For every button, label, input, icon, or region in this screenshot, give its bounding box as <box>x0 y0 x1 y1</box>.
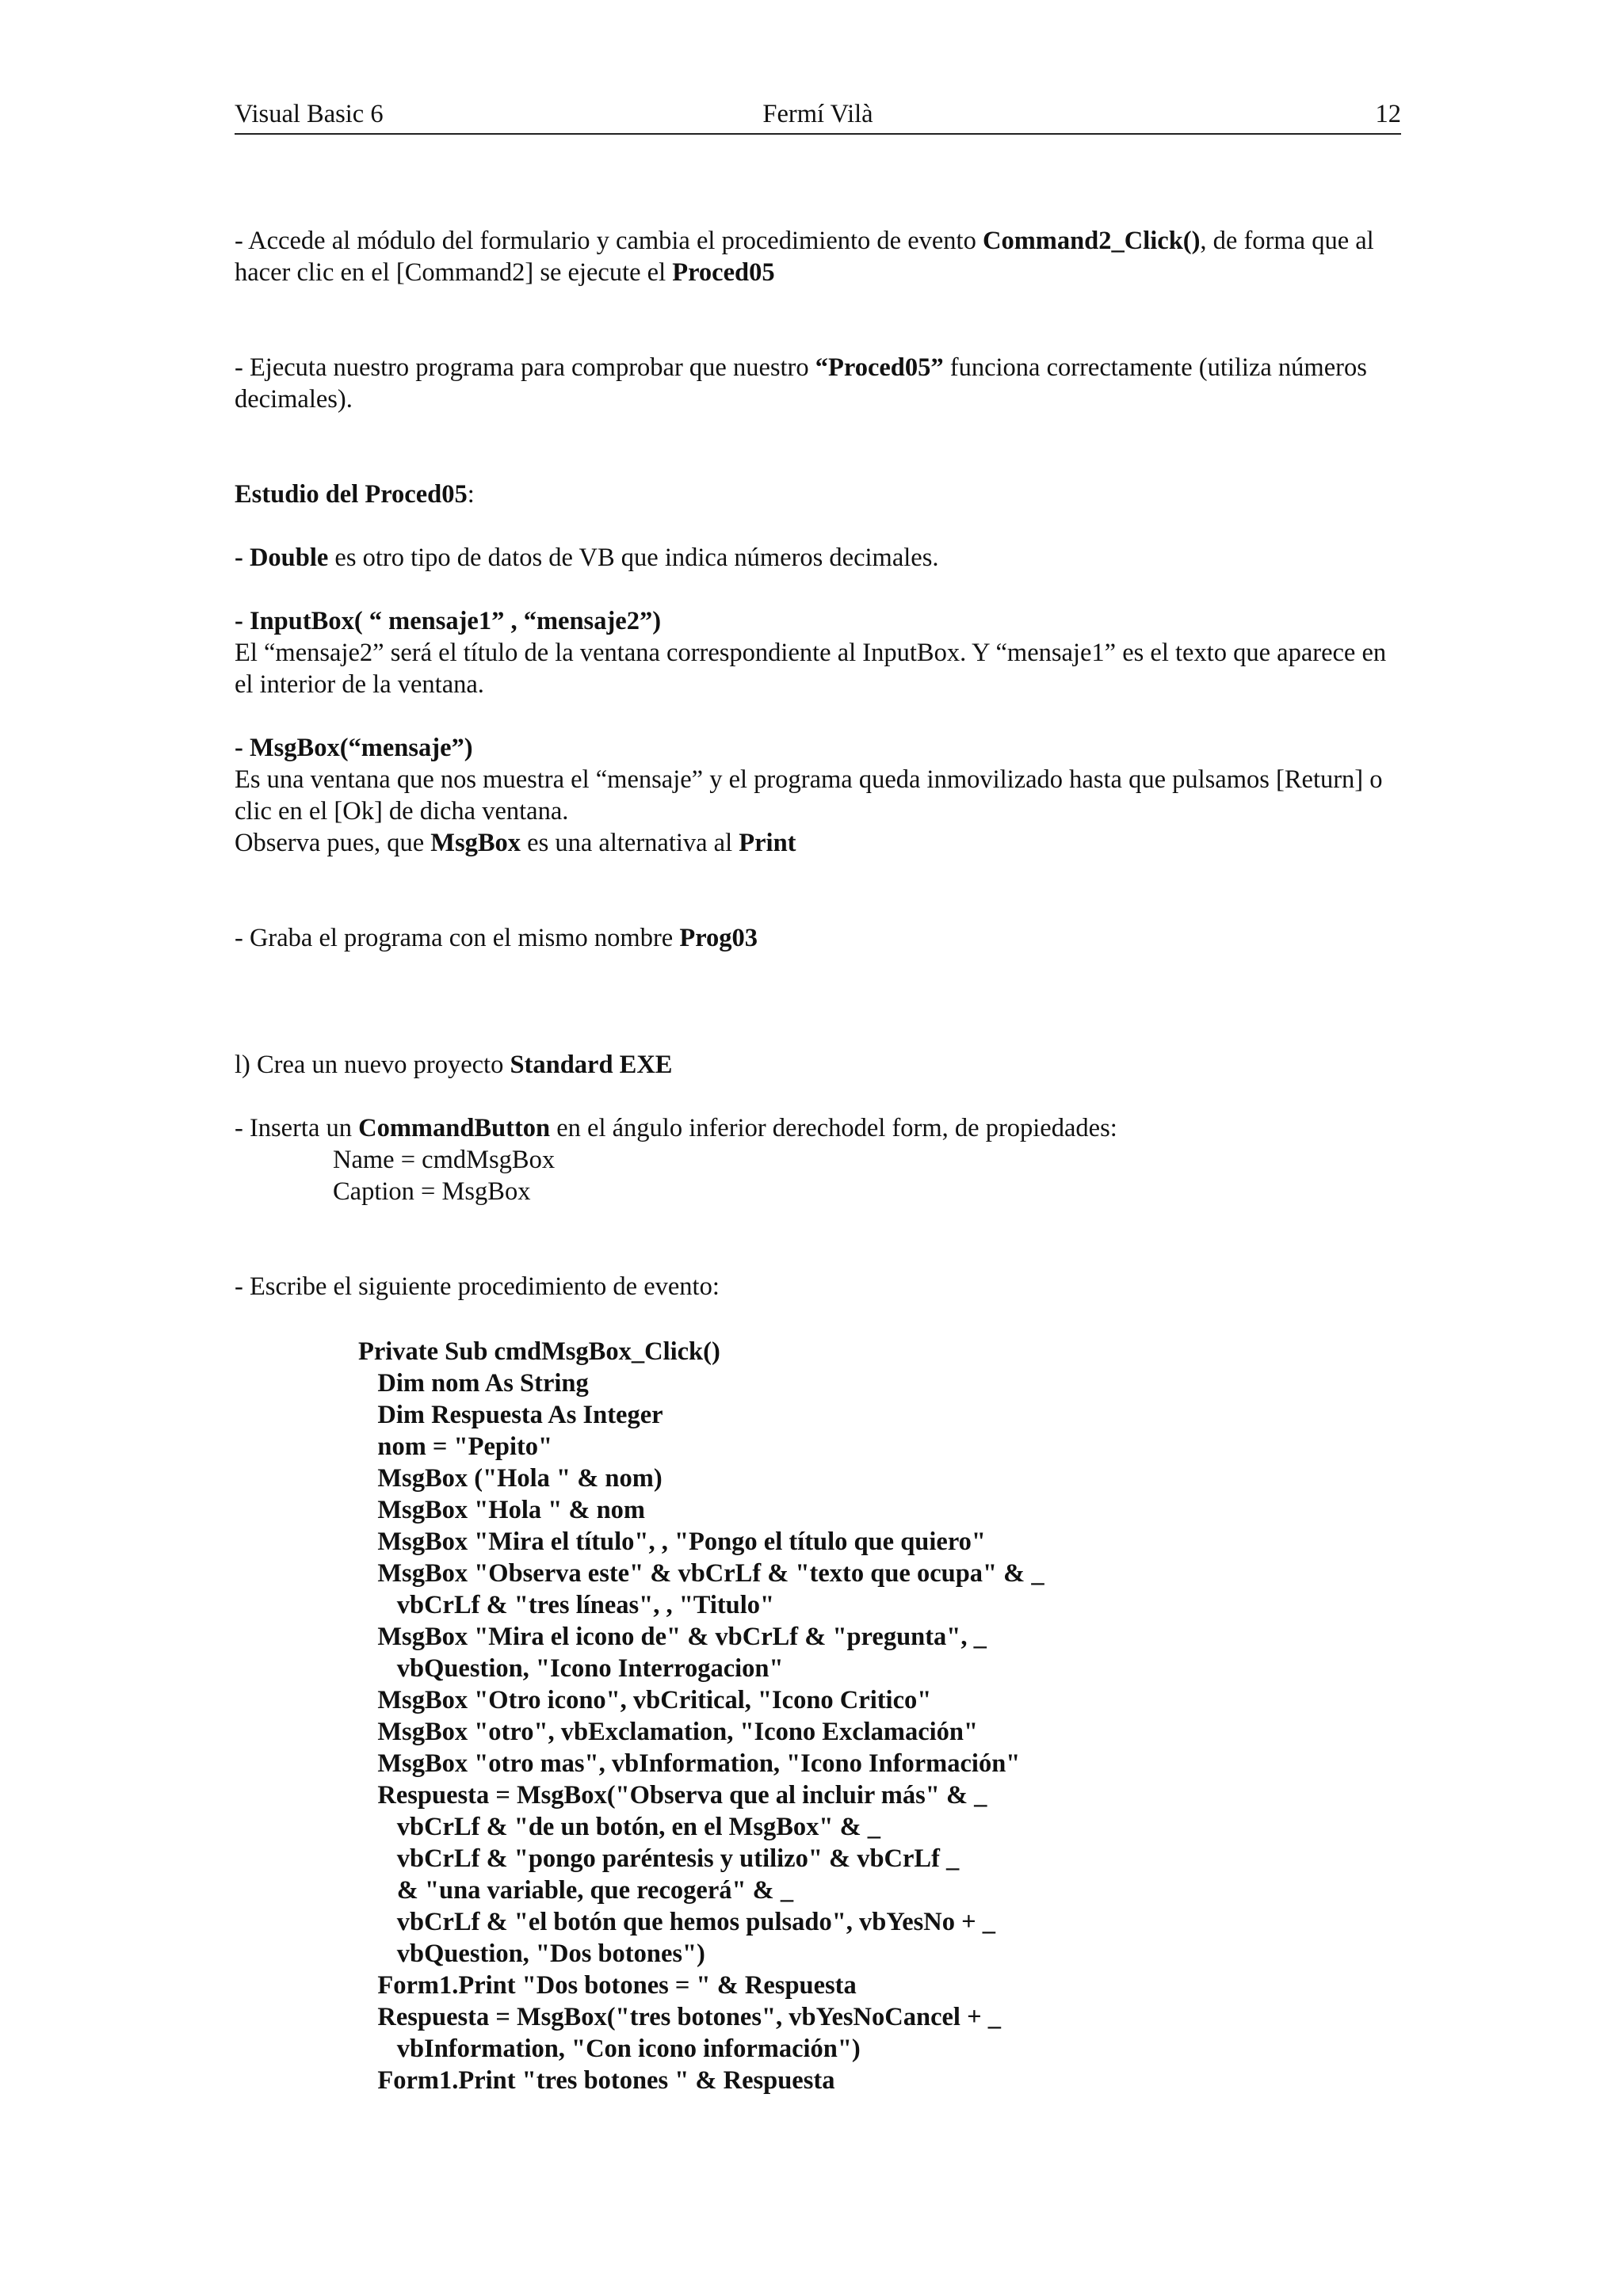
code-line: vbQuestion, "Dos botones") <box>358 1939 705 1968</box>
code-line: Form1.Print "Dos botones = " & Respuesta <box>358 1971 857 2000</box>
code-line: MsgBox "Otro icono", vbCritical, "Icono Critico" <box>358 1686 932 1714</box>
code-line: vbCrLf & "tres líneas", , "Titulo" <box>358 1591 775 1619</box>
paragraph-write: - Escribe el siguiente procedimiento de evento: <box>235 1272 720 1301</box>
code-line: Private Sub cmdMsgBox_Click() <box>358 1337 720 1366</box>
code-line: Form1.Print "tres botones " & Respuesta <box>358 2066 835 2095</box>
msgbox-text: Es una ventana que nos muestra el “mensaje” y el programa queda inmovilizado hasta que pulsamos [Return] o clic en el [Ok] de dicha ventana. <box>235 765 1383 826</box>
code-line: Dim nom As String <box>358 1369 589 1398</box>
inputbox-section <box>235 605 1401 700</box>
paragraph-new-project: l) Crea un nuevo proyecto Standard EXE <box>235 1051 673 1079</box>
msgbox-title: - MsgBox(“mensaje”) <box>235 734 473 762</box>
msgbox-observation: Observa pues, que MsgBox es una alternativa al Print <box>235 829 796 857</box>
property-caption: Caption = MsgBox <box>333 1177 531 1206</box>
code-line: nom = "Pepito" <box>358 1432 553 1461</box>
code-line: Dim Respuesta As Integer <box>358 1401 663 1429</box>
inputbox-title: - InputBox( “ mensaje1” , “mensaje2”) <box>235 607 662 635</box>
code-line: MsgBox ("Hola " & nom) <box>358 1464 663 1493</box>
code-line: MsgBox "otro mas", vbInformation, "Icono Información" <box>358 1749 1021 1778</box>
code-line: MsgBox "Observa este" & vbCrLf & "texto que ocupa" & _ <box>358 1559 1044 1588</box>
insert-text: - Inserta un CommandButton en el ángulo inferior derechodel form, de propiedades: <box>235 1114 1117 1142</box>
msgbox-section <box>235 732 1401 859</box>
header-author: Fermí Vilà <box>762 100 873 128</box>
code-line: Respuesta = MsgBox("Observa que al incluir más" & _ <box>358 1781 987 1810</box>
code-line: vbQuestion, "Icono Interrogacion" <box>358 1654 784 1683</box>
code-line: MsgBox "otro", vbExclamation, "Icono Exclamación" <box>358 1718 979 1746</box>
code-line: vbCrLf & "de un botón, en el MsgBox" & _ <box>358 1813 881 1841</box>
code-line: MsgBox "Mira el título", , "Pongo el título que quiero" <box>358 1527 986 1556</box>
code-line: & "una variable, que recogerá" & _ <box>358 1876 794 1905</box>
code-line: MsgBox "Mira el icono de" & vbCrLf & "pregunta", _ <box>358 1623 987 1651</box>
code-block <box>358 1336 1044 2096</box>
paragraph-command2: - Accede al módulo del formulario y cambia el procedimiento de evento Command2_Click(), de forma que al hacer clic en el [Command2] se ejecute el Proced05 <box>235 227 1374 287</box>
paragraph-double: - Double es otro tipo de datos de VB que indica números decimales. <box>235 543 939 572</box>
property-name: Name = cmdMsgBox <box>333 1146 556 1174</box>
header-title: Visual Basic 6 <box>235 100 384 128</box>
code-line: vbCrLf & "el botón que hemos pulsado", vbYesNo + _ <box>358 1908 996 1936</box>
page-header <box>235 95 1401 135</box>
code-line: vbCrLf & "pongo paréntesis y utilizo" & vbCrLf _ <box>358 1844 960 1873</box>
paragraph-save: - Graba el programa con el mismo nombre Prog03 <box>235 924 758 952</box>
insert-section <box>235 1112 1401 1207</box>
code-line: vbInformation, "Con icono información") <box>358 2035 861 2063</box>
page-number: 12 <box>1375 100 1401 128</box>
code-line: MsgBox "Hola " & nom <box>358 1496 645 1524</box>
study-heading: Estudio del Proced05: <box>235 480 475 509</box>
document-page <box>235 95 1401 2234</box>
inputbox-text: El “mensaje2” será el título de la ventana correspondiente al InputBox. Y “mensaje1” es el texto que aparece en el interior de la ventana. <box>235 639 1387 699</box>
paragraph-run-program: - Ejecuta nuestro programa para comprobar que nuestro “Proced05” funciona correctamente (utiliza números decimales). <box>235 353 1367 414</box>
code-line: Respuesta = MsgBox("tres botones", vbYesNoCancel + _ <box>358 2003 1001 2031</box>
